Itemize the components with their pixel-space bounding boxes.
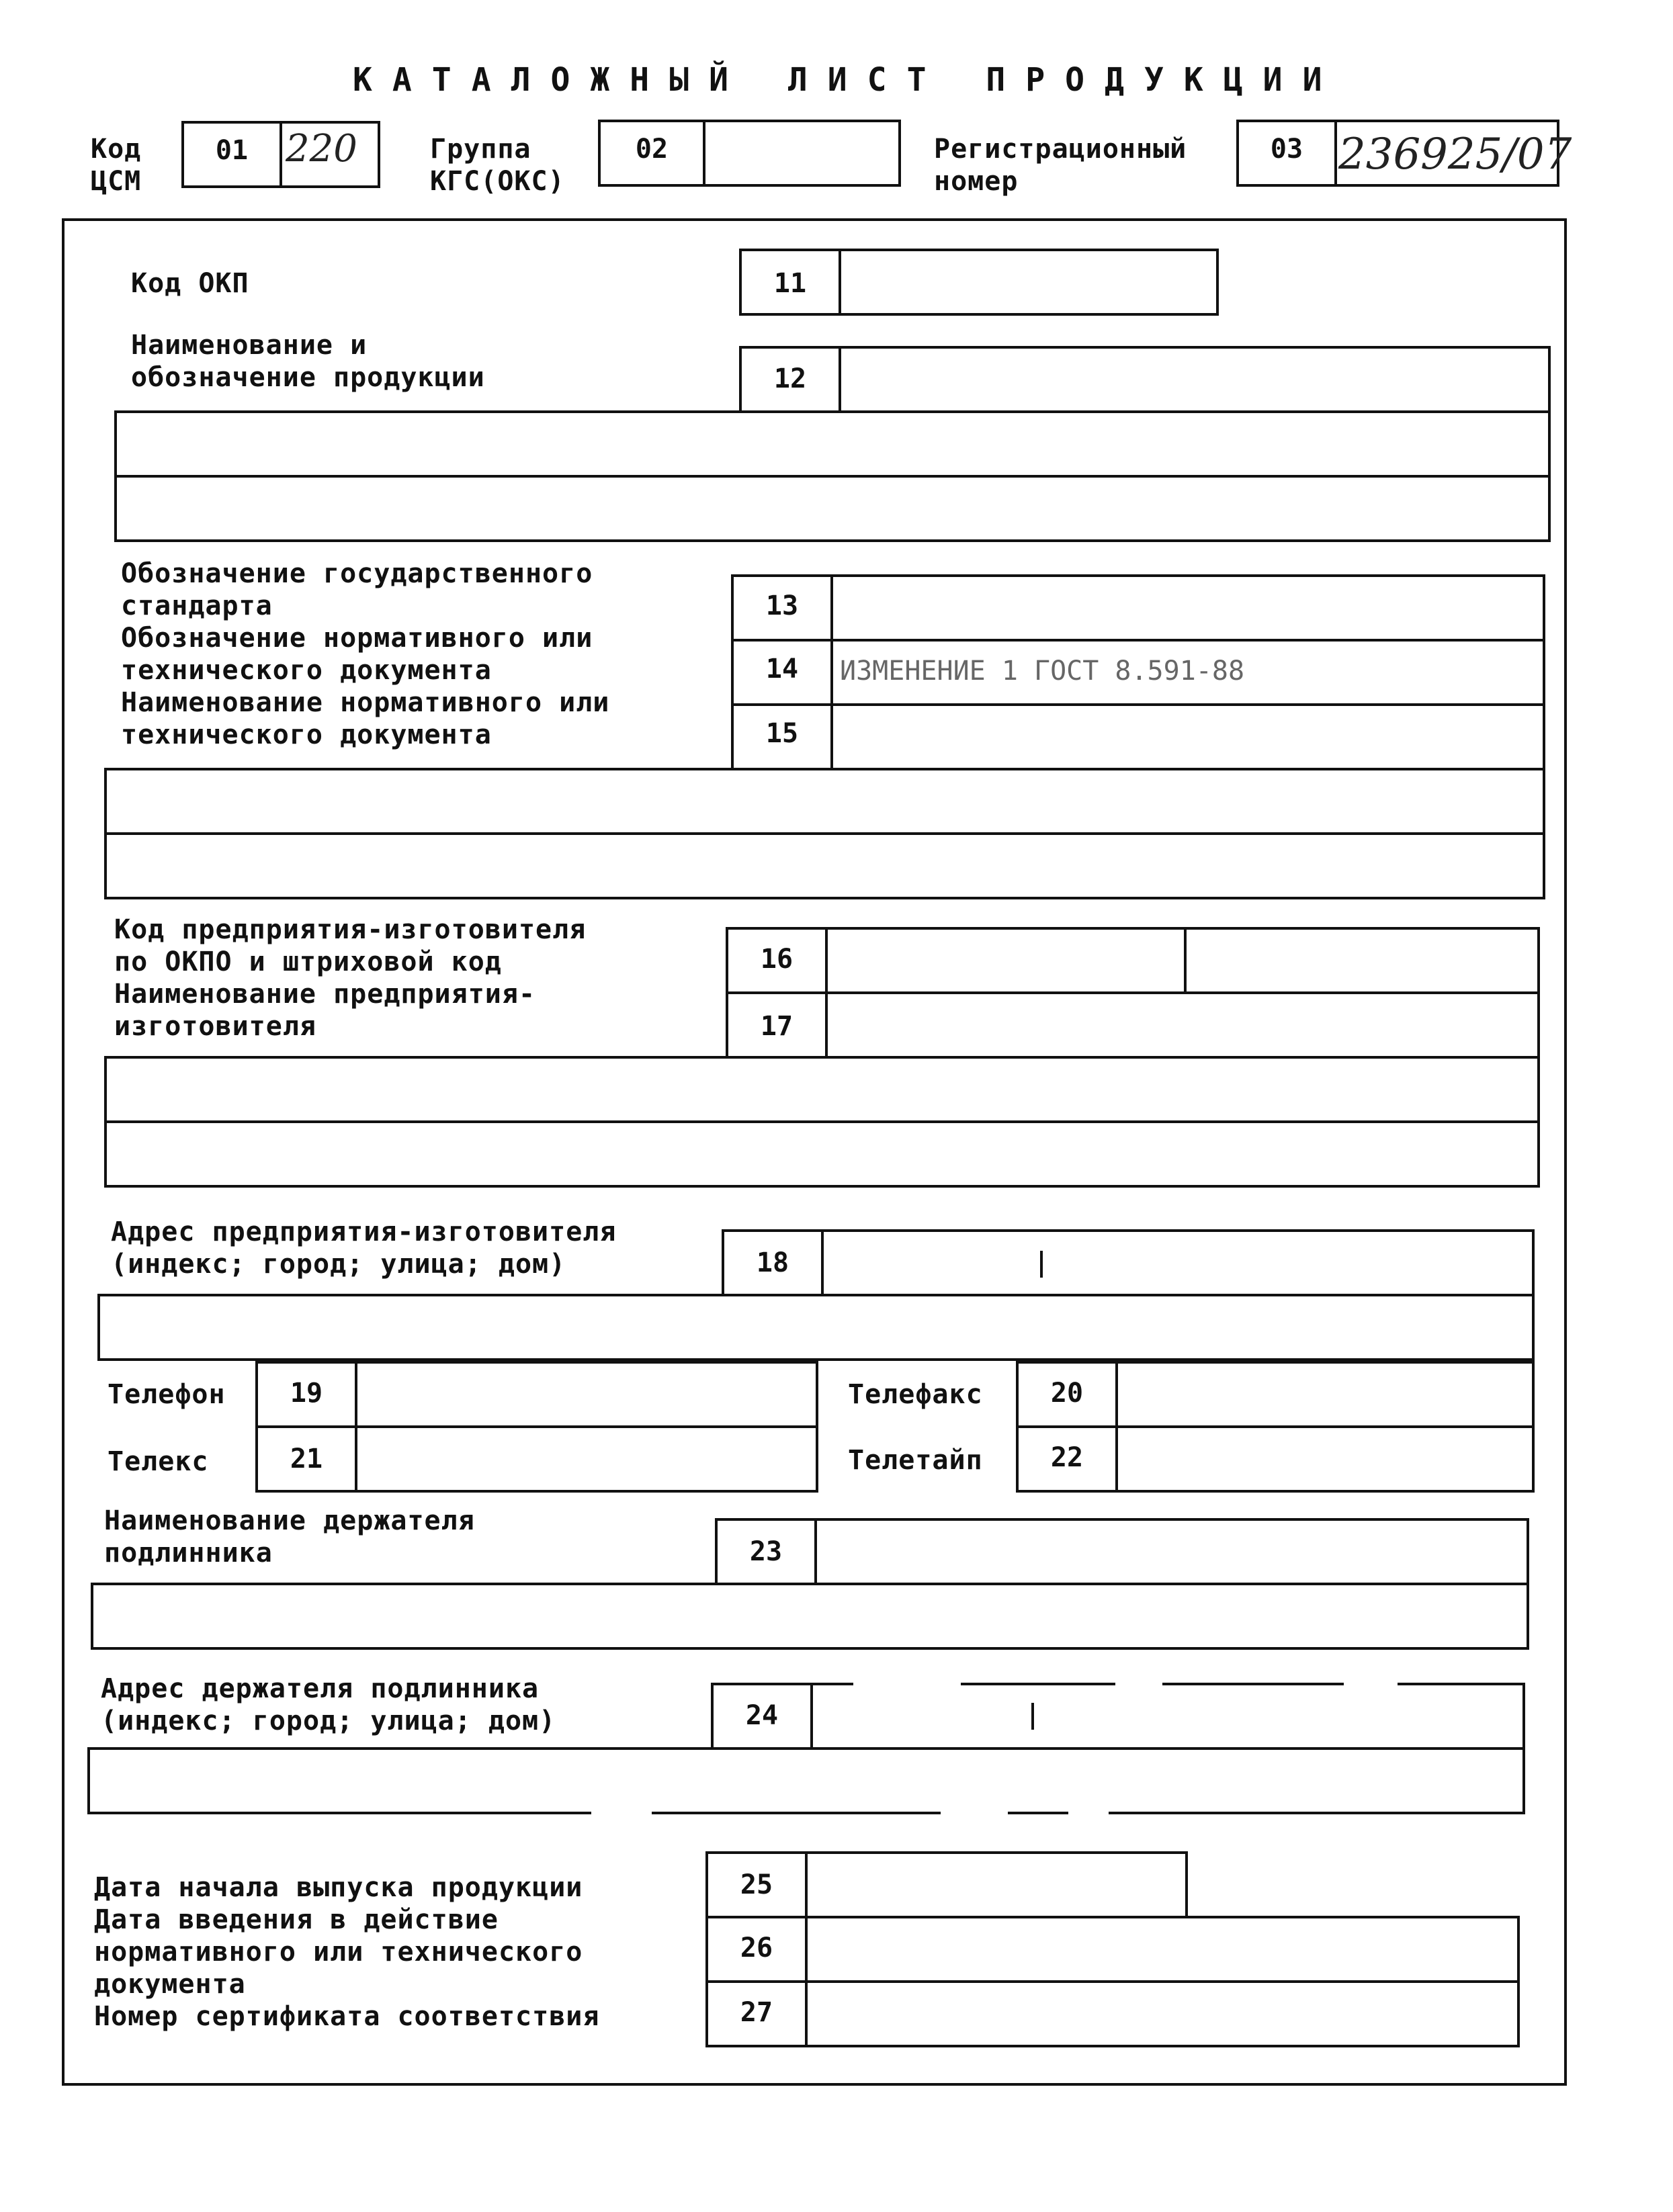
f12-label-2: обозначение продукции <box>131 362 485 393</box>
f20-value-field[interactable] <box>1115 1361 1535 1428</box>
f17-label-2: изготовителя <box>114 1011 316 1042</box>
scan-gap <box>853 1679 961 1686</box>
f15-num: 15 <box>765 718 799 749</box>
f18-value-field[interactable] <box>821 1229 1535 1296</box>
group-label-1: Группа <box>430 134 531 165</box>
scan-gap <box>1068 1811 1109 1818</box>
f25-num: 25 <box>740 1869 773 1900</box>
f18-label-1: Адрес предприятия-изготовителя <box>111 1216 617 1247</box>
f24-label-1: Адрес держателя подлинника <box>101 1673 540 1704</box>
f24-value-field[interactable] <box>810 1683 1525 1750</box>
f22-num: 22 <box>1050 1442 1084 1473</box>
f13-label-2: стандарта <box>121 590 273 621</box>
reg-label-2: номер <box>934 166 1019 197</box>
f19-label: Телефон <box>108 1379 226 1410</box>
f11-value-field[interactable] <box>839 249 1219 316</box>
f26-value-field[interactable] <box>805 1916 1520 1983</box>
f23-value-field[interactable] <box>814 1518 1529 1585</box>
f17-value-field[interactable] <box>825 991 1540 1059</box>
f25-value-field[interactable] <box>805 1851 1188 1918</box>
f14-value: ИЗМЕНЕНИЕ 1 ГОСТ 8.591-88 <box>840 656 1245 687</box>
f26-num: 26 <box>740 1933 773 1963</box>
f11-num: 11 <box>773 268 807 299</box>
f26-label-1: Дата введения в действие <box>94 1904 499 1935</box>
f27-label: Номер сертификата соответствия <box>94 2001 600 2032</box>
f19-value-field[interactable] <box>355 1361 818 1428</box>
reg-label-1: Регистрационный <box>934 134 1187 165</box>
f16-label-2: по ОКПО и штриховой код <box>114 946 502 977</box>
f23-line-2[interactable] <box>91 1583 1529 1650</box>
f16-num: 16 <box>760 944 793 975</box>
f18-label-2: (индекс; город; улица; дом) <box>111 1249 566 1280</box>
f23-label-2: подлинника <box>104 1538 273 1568</box>
f15-line-3[interactable] <box>104 832 1545 899</box>
f16-value-field-barcode[interactable] <box>1184 927 1540 994</box>
scan-gap <box>591 1811 652 1818</box>
page-title: КАТАЛОЖНЫЙ ЛИСТ ПРОДУКЦИИ <box>353 61 1342 99</box>
f26-label-2: нормативного или технического <box>94 1937 583 1967</box>
code-csm-num: 01 <box>215 135 249 166</box>
scan-gap <box>941 1811 1008 1818</box>
f13-value-field[interactable] <box>830 574 1545 642</box>
f14-num: 14 <box>765 654 799 684</box>
scan-gap <box>1115 1679 1162 1686</box>
f17-line-2[interactable] <box>104 1056 1540 1123</box>
f17-label-1: Наименование предприятия- <box>114 979 536 1010</box>
group-label-2: КГС(ОКС) <box>430 166 565 197</box>
scan-gap <box>1344 1679 1398 1686</box>
f16-value-field-okpo[interactable] <box>825 927 1187 994</box>
f11-label: Код ОКП <box>131 268 249 299</box>
code-csm-label-1: Код <box>91 134 142 165</box>
group-value-field[interactable] <box>703 120 901 187</box>
f27-value-field[interactable] <box>805 1980 1520 2047</box>
f24-divider <box>1031 1703 1034 1730</box>
f27-num: 27 <box>740 1997 773 2028</box>
f12-num: 12 <box>773 363 807 394</box>
f16-label-1: Код предприятия-изготовителя <box>114 914 587 945</box>
f24-line-2[interactable] <box>87 1747 1525 1814</box>
f21-label: Телекс <box>108 1446 209 1477</box>
f22-label: Телетайп <box>848 1445 983 1476</box>
reg-num: 03 <box>1270 134 1303 165</box>
f24-label-2: (индекс; город; улица; дом) <box>101 1706 556 1736</box>
f23-label-1: Наименование держателя <box>104 1505 475 1536</box>
f12-line-2[interactable] <box>114 410 1551 478</box>
f22-value-field[interactable] <box>1115 1425 1535 1493</box>
f14-label-1: Обозначение нормативного или <box>121 623 593 654</box>
code-csm-label-2: ЦСМ <box>91 166 142 197</box>
f19-num: 19 <box>290 1378 323 1409</box>
code-csm-value: 220 <box>286 127 357 171</box>
f26-label-3: документа <box>94 1969 246 2000</box>
f12-label-1: Наименование и <box>131 330 368 361</box>
f17-num: 17 <box>760 1011 793 1042</box>
f20-num: 20 <box>1050 1378 1084 1409</box>
f15-label-2: технического документа <box>121 719 492 750</box>
f25-label: Дата начала выпуска продукции <box>94 1872 583 1903</box>
f15-value-field[interactable] <box>830 703 1545 770</box>
group-num: 02 <box>635 134 669 165</box>
f18-line-2[interactable] <box>97 1294 1535 1361</box>
f21-num: 21 <box>290 1444 323 1474</box>
reg-value: 236925/07 <box>1338 130 1572 179</box>
f17-line-3[interactable] <box>104 1120 1540 1188</box>
f12-value-field[interactable] <box>839 346 1551 413</box>
f13-num: 13 <box>765 590 799 621</box>
f23-num: 23 <box>749 1536 783 1567</box>
f24-num: 24 <box>745 1700 779 1731</box>
f21-value-field[interactable] <box>355 1425 818 1493</box>
f13-label-1: Обозначение государственного <box>121 558 593 589</box>
f12-line-3[interactable] <box>114 475 1551 542</box>
f15-label-1: Наименование нормативного или <box>121 687 610 718</box>
f18-divider <box>1040 1251 1043 1278</box>
f15-line-2[interactable] <box>104 768 1545 835</box>
f18-num: 18 <box>756 1247 789 1278</box>
f20-label: Телефакс <box>848 1379 983 1410</box>
f14-label-2: технического документа <box>121 655 492 686</box>
